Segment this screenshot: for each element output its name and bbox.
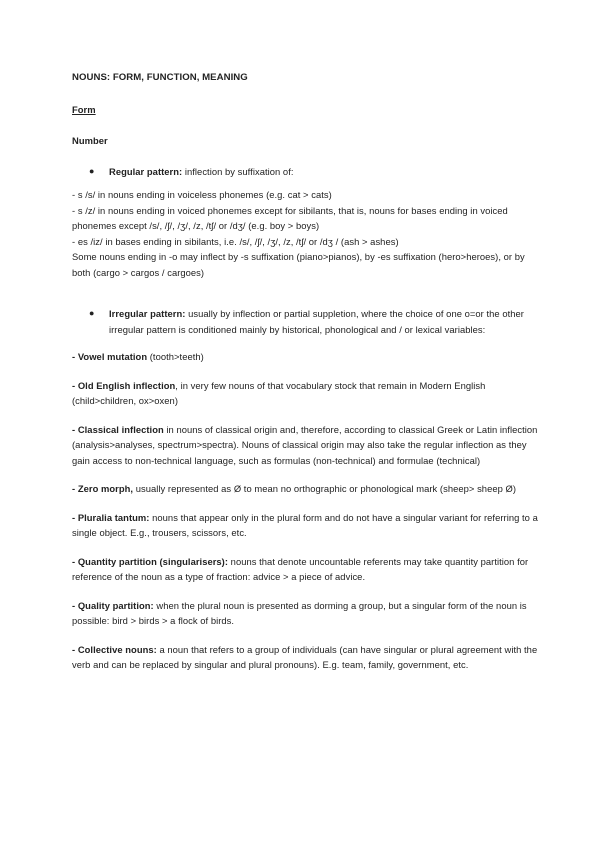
item-old-english-inflection — [72, 378, 540, 409]
item-text: nouns that appear only in the plural form and do not have a singular variant for referring to a single object. E.g., trousers, scissors, etc. — [72, 511, 538, 538]
rule-sibilants: - es /iz/ in bases ending in sibilants, i.e. /s/, /ʃ/, /ʒ/, /z, /tʃ/ or /dʒ / (ash > ashes) — [72, 235, 399, 247]
item-label: - Quality partition: — [72, 599, 154, 611]
item-text: , in very few nouns of that vocabulary stock that remain in Modern English (child>children, ox>oxen) — [72, 379, 486, 406]
item-label: - Old English inflection — [72, 379, 176, 391]
item-label: - Classical inflection — [72, 423, 164, 435]
item-classical-inflection — [72, 422, 540, 469]
item-text: when the plural noun is presented as dorming a group, but a singular form of the noun is possible: bird > birds > a flock of birds. — [72, 599, 527, 626]
item-pluralia-tantum — [72, 510, 540, 541]
rule-voiced: - s /z/ in nouns ending in voiced phonemes except for sibilants, that is, nouns for bases ending in voiced phonemes except /s/, /ʃ/, /ʒ/, /z, /tʃ/ or /dʒ/ (e.g. boy > boys) — [72, 204, 508, 231]
item-label: - Collective nouns: — [72, 643, 157, 655]
item-collective-nouns — [72, 642, 540, 673]
bullet-dot-icon: ● — [89, 308, 95, 318]
item-text: usually represented as Ø to mean no orthographic or phonological mark (sheep> sheep Ø) — [133, 483, 517, 494]
rule-o-endings: Some nouns ending in -o may inflect by -s suffixation (piano>pianos), by -es suffixation (hero>heroes), or by both (cargo > cargos / cargoes) — [72, 251, 525, 278]
regular-pattern-label: Regular pattern: — [109, 165, 183, 177]
item-vowel-mutation — [72, 349, 540, 365]
item-label: - Pluralia tantum: — [72, 511, 150, 523]
bullet-regular-pattern — [72, 164, 540, 180]
rule-voiceless: - s /s/ in nouns ending in voiceless phonemes (e.g. cat > cats) — [72, 189, 332, 200]
item-quantity-partition — [72, 554, 540, 585]
item-label: - Zero morph, — [72, 483, 134, 494]
item-text: nouns that denote uncountable referents may take quantity partition for reference of the noun as a type of fraction: advice > a piece of advice. — [72, 555, 529, 582]
item-text: in nouns of classical origin and, therefore, according to classical Greek or Latin inflection (analysis>analyses, spectrum>spectra). Nouns of classical origin may also take the regular inflection as they gain access to non-technical language, such as formulas (non-technical) and formulae (technical) — [72, 423, 538, 466]
section-heading-form: Form — [72, 103, 96, 115]
regular-rules-list — [72, 187, 540, 280]
bullet-dot-icon: ● — [89, 165, 95, 176]
item-zero-morph — [72, 481, 540, 497]
irregular-pattern-text: usually by inflection or partial suppletion, where the choice of one o=or the other irregular pattern is conditioned mainly by historical, phonological and / or lexical variables: — [109, 308, 524, 335]
subsection-heading-number: Number — [72, 135, 108, 146]
item-quality-partition — [72, 598, 540, 629]
regular-pattern-text: inflection by suffixation of: — [182, 165, 294, 177]
bullet-irregular-pattern — [72, 306, 540, 337]
irregular-pattern-label: Irregular pattern: — [109, 308, 186, 319]
item-text: (tooth>teeth) — [147, 351, 204, 362]
item-label: - Vowel mutation — [72, 351, 148, 362]
document-title: NOUNS: FORM, FUNCTION, MEANING — [72, 72, 248, 83]
item-label: - Quantity partition (singularisers): — [72, 555, 229, 567]
item-text: a noun that refers to a group of individuals (can have singular or plural agreement with the verb and can be replaced by singular and plural pronouns). E.g. team, family, government, etc. — [72, 643, 538, 670]
